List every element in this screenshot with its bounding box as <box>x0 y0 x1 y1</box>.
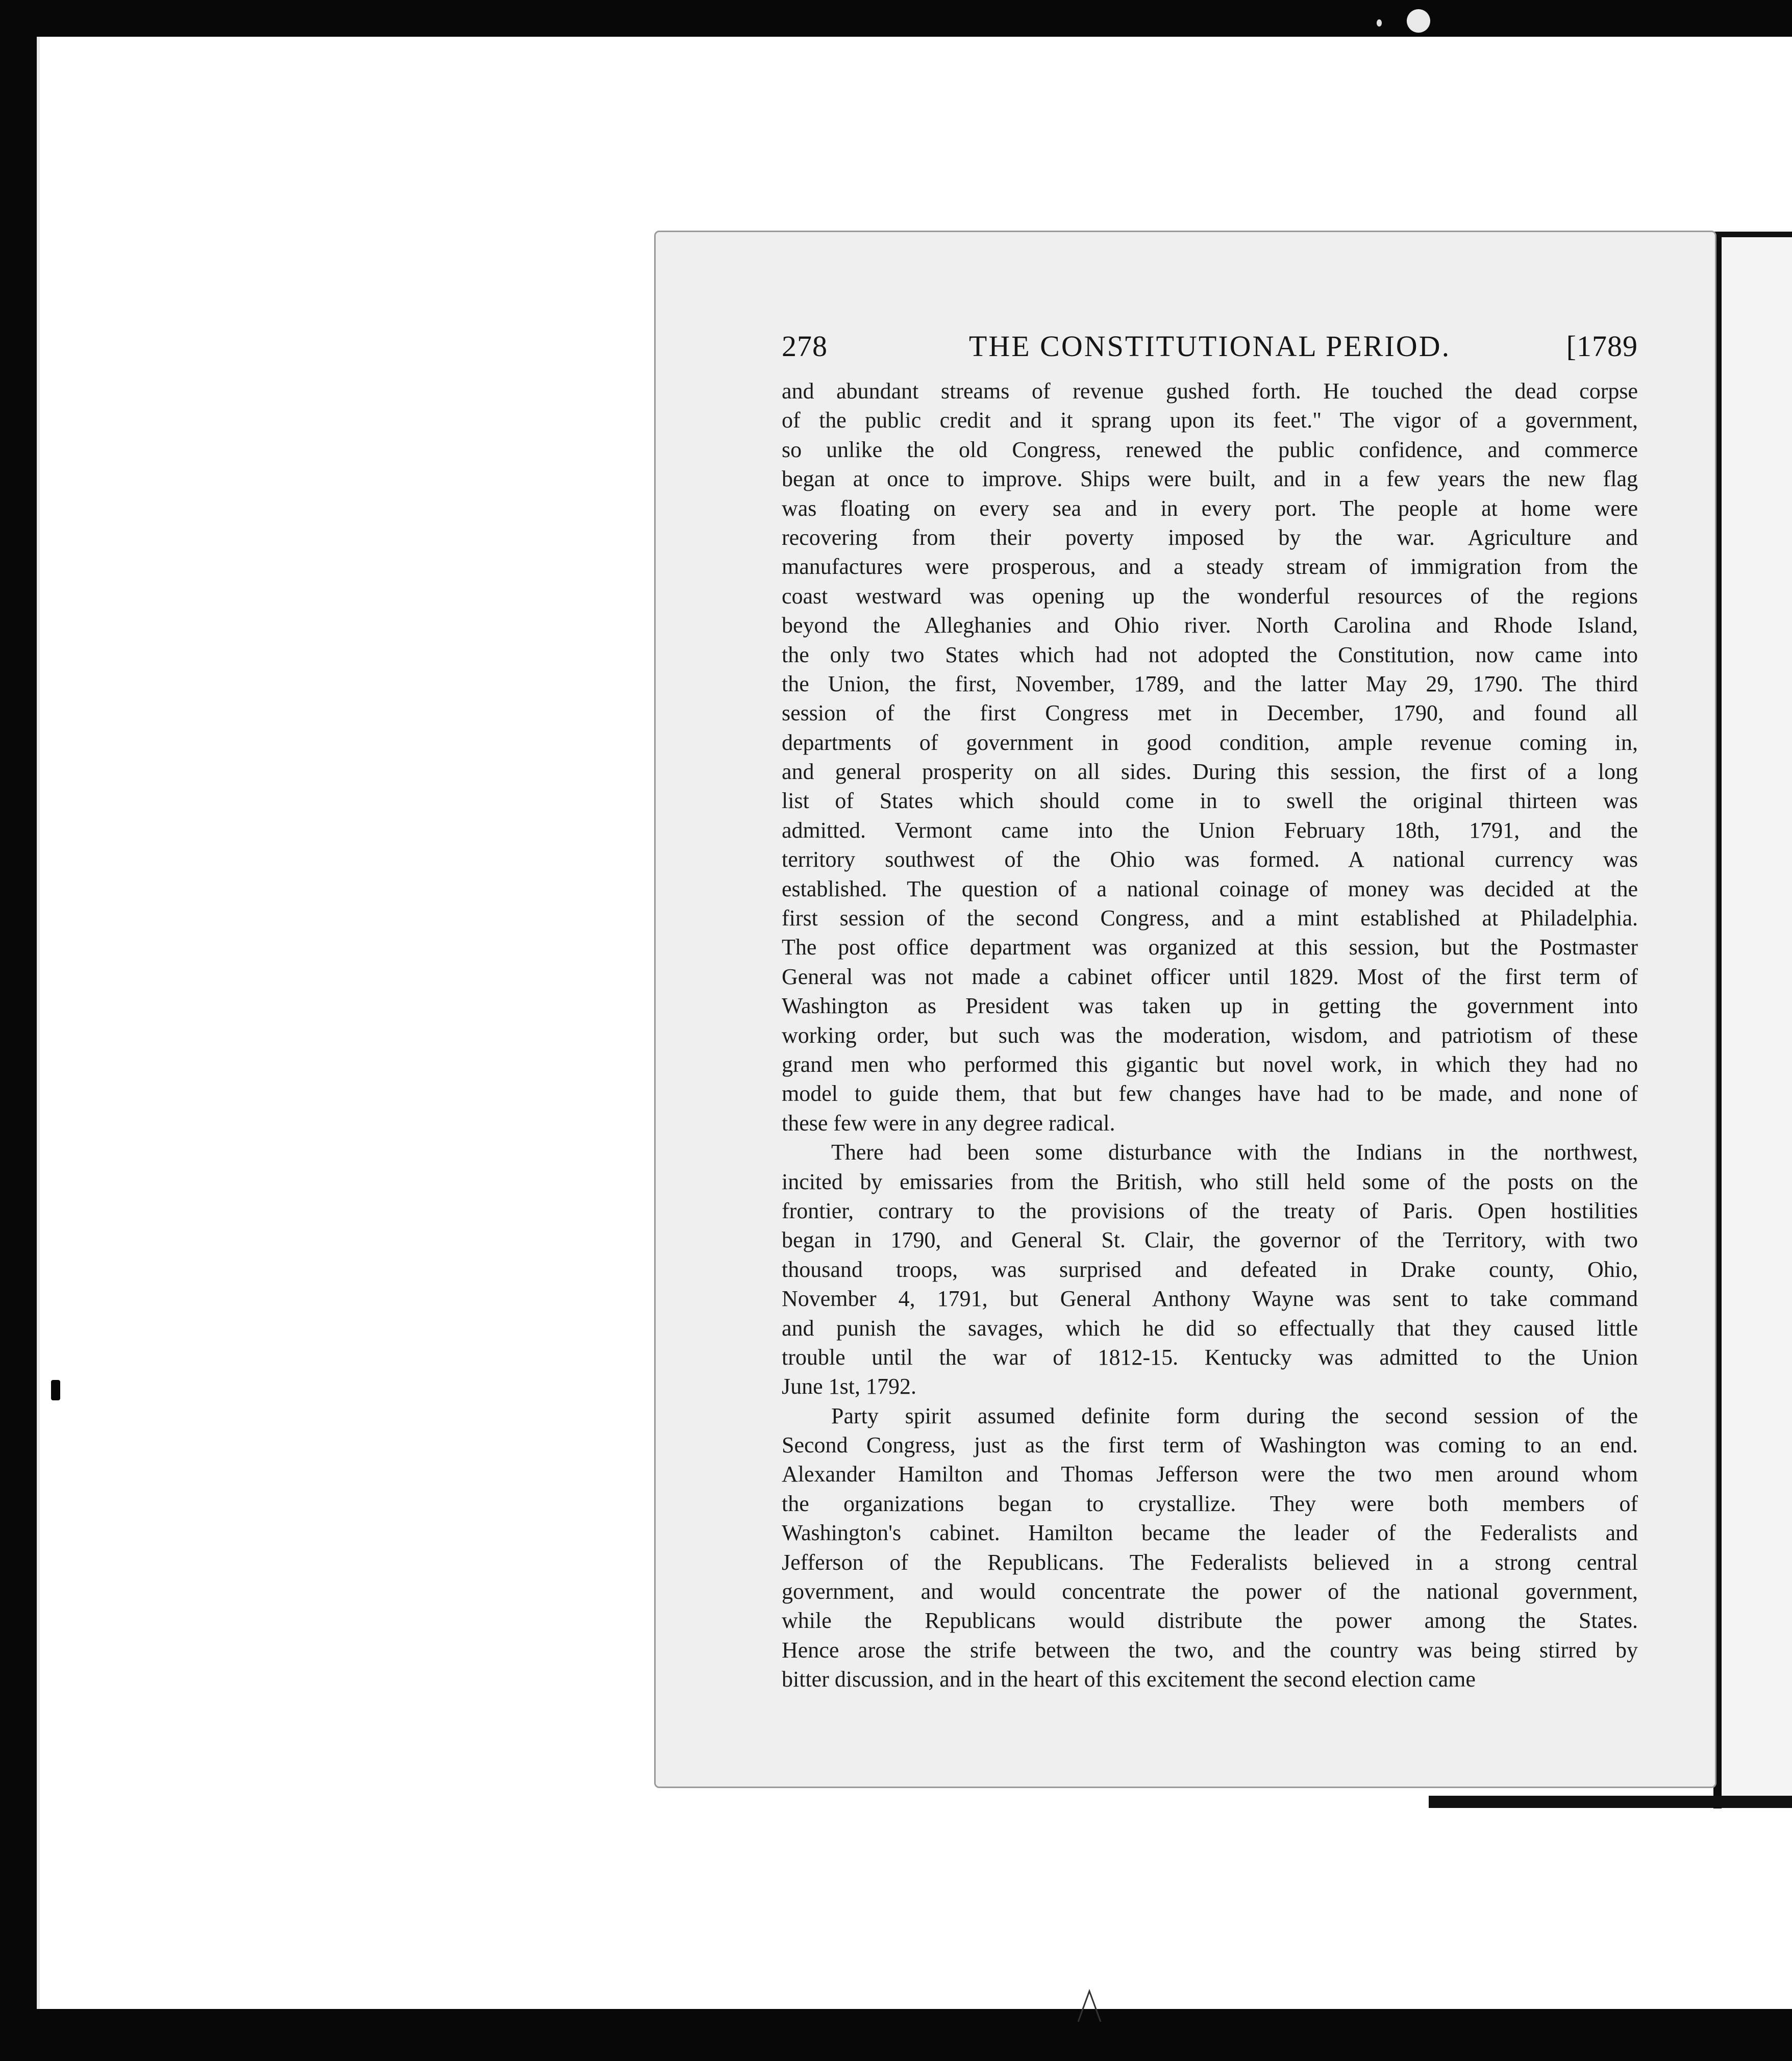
text-line: bitter discussion, and in the heart of this excitement the second election came <box>782 1667 1476 1692</box>
text-line: and abundant streams of revenue gushed forth. He touched the dead corpse <box>782 379 1638 404</box>
text-line: Party spirit assumed definite form during the second session of the <box>831 1403 1638 1428</box>
running-head <box>782 329 1638 370</box>
text-line: admitted. Vermont came into the Union February 18th, 1791, and the <box>782 817 1638 843</box>
pencil-mark <box>1074 1988 1105 2024</box>
text-line: Washington's cabinet. Hamilton became the leader of the Federalists and <box>782 1520 1638 1546</box>
text-line: list of States which should come in to swell the original thirteen was <box>782 788 1638 814</box>
text-line: Washington as President was taken up in getting the government into <box>782 993 1638 1019</box>
text-line: first session of the second Congress, and a mint established at Philadelphia. <box>782 906 1638 931</box>
scan-frame-bottom <box>0 2009 1792 2061</box>
text-line: beyond the Alleghanies and Ohio river. North Carolina and Rhode Island, <box>782 613 1638 638</box>
text-line: of the public credit and it sprang upon its feet." The vigor of a government, <box>782 408 1638 433</box>
text-line: established. The question of a national coinage of money was decided at the <box>782 876 1638 901</box>
text-line: recovering from their poverty imposed by the war. Agriculture and <box>782 524 1638 550</box>
text-line: working order, but such was the moderation, wisdom, and patriotism of these <box>782 1022 1638 1048</box>
text-line: the organizations began to crystallize. They were both members of <box>782 1491 1638 1516</box>
scan-speck <box>1377 19 1382 27</box>
text-line: session of the first Congress met in December, 1790, and found all <box>782 700 1638 726</box>
scan-frame-left <box>0 0 37 2061</box>
text-line: June 1st, 1792. <box>782 1374 916 1399</box>
text-line: and punish the savages, which he did so effectually that they caused little <box>782 1315 1638 1341</box>
facing-page <box>1713 237 1792 1808</box>
text-line: the Union, the first, November, 1789, and the latter May 29, 1790. The third <box>782 671 1638 696</box>
facing-page-edge <box>1429 1796 1792 1808</box>
scan-speck <box>1407 9 1430 33</box>
text-line: and general prosperity on all sides. During this session, the first of a long <box>782 759 1638 785</box>
text-line: the only two States which had not adopted the Constitution, now came into <box>782 642 1638 667</box>
book-page <box>654 231 1716 1788</box>
text-line: model to guide them, that but few changes have had to be made, and none of <box>782 1081 1638 1107</box>
scan-frame-top <box>0 0 1792 37</box>
text-line: grand men who performed this gigantic but novel work, in which they had no <box>782 1051 1638 1077</box>
text-line: Hence arose the strife between the two, and the country was being stirred by <box>782 1637 1638 1663</box>
page-body <box>782 376 1638 1694</box>
running-title: THE CONSTITUTIONAL PERIOD. <box>968 330 1451 363</box>
text-line: was floating on every sea and in every port. The people at home were <box>782 495 1638 521</box>
text-line: began in 1790, and General St. Clair, the governor of the Territory, with two <box>782 1227 1638 1253</box>
page-number: 278 <box>782 330 828 363</box>
text-line: territory southwest of the Ohio was formed. A national currency was <box>782 847 1638 872</box>
text-line: The post office department was organized at this session, but the Postmaster <box>782 935 1638 960</box>
text-line: government, and would concentrate the power of the national government, <box>782 1579 1638 1604</box>
text-line: began at once to improve. Ships were built, and in a few years the new flag <box>782 466 1638 492</box>
running-year: [1789 <box>1566 330 1638 363</box>
text-line: manufactures were prosperous, and a steady stream of immigration from the <box>782 554 1638 580</box>
text-line: General was not made a cabinet officer until 1829. Most of the first term of <box>782 964 1638 989</box>
text-line: trouble until the war of 1812-15. Kentucky was admitted to the Union <box>782 1344 1638 1370</box>
scan-speck <box>51 1380 60 1400</box>
text-line: frontier, contrary to the provisions of the treaty of Paris. Open hostilities <box>782 1198 1638 1223</box>
text-line: coast westward was opening up the wonderful resources of the regions <box>782 583 1638 609</box>
text-line: while the Republicans would distribute the power among the States. <box>782 1608 1638 1633</box>
text-line: There had been some disturbance with the Indians in the northwest, <box>831 1140 1638 1165</box>
text-line: Second Congress, just as the first term of Washington was coming to an end. <box>782 1432 1638 1458</box>
text-line: incited by emissaries from the British, who still held some of the posts on the <box>782 1169 1638 1194</box>
text-line: these few were in any degree radical. <box>782 1110 1115 1136</box>
text-line: Jefferson of the Republicans. The Federalists believed in a strong central <box>782 1549 1638 1575</box>
text-line: November 4, 1791, but General Anthony Wayne was sent to take command <box>782 1286 1638 1312</box>
text-line: Alexander Hamilton and Thomas Jefferson were the two men around whom <box>782 1462 1638 1487</box>
text-line: departments of government in good condition, ample revenue coming in, <box>782 730 1638 755</box>
text-line: so unlike the old Congress, renewed the public confidence, and commerce <box>782 437 1638 462</box>
text-line: thousand troops, was surprised and defeated in Drake county, Ohio, <box>782 1256 1638 1282</box>
